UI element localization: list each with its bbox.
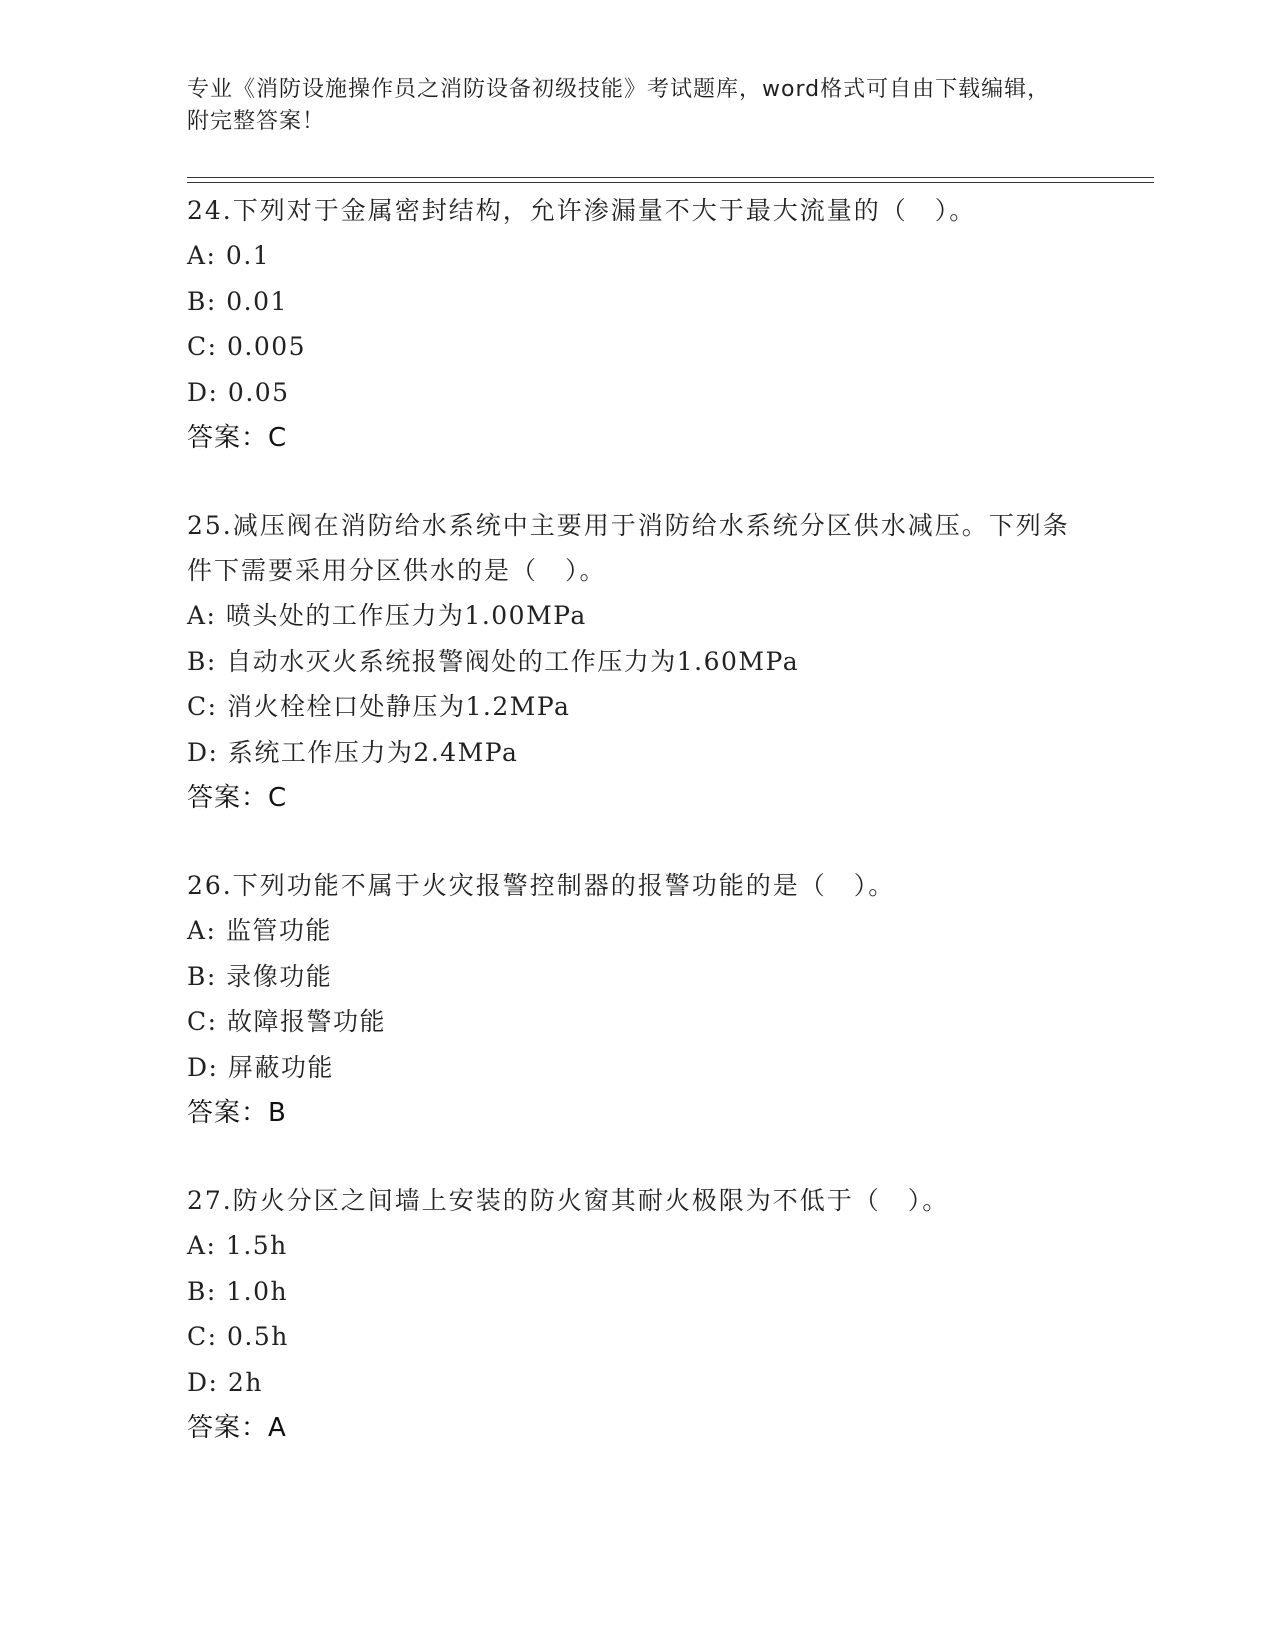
- header-divider-top: [187, 177, 1154, 178]
- option-b: B: 录像功能: [187, 961, 333, 991]
- header-divider-bottom: [187, 182, 1154, 183]
- option-c: C: 0.5h: [187, 1322, 289, 1351]
- question-stem: 24.下列对于金属密封结构，允许渗漏量不大于最大流量的（ ）。: [187, 196, 977, 225]
- option-b: B: 1.0h: [187, 1276, 289, 1306]
- document-header: 专业《消防设施操作员之消防设备初级技能》考试题库，word格式可自由下载编辑，附完整答案！: [187, 77, 1051, 134]
- question-spacer: [187, 461, 1087, 503]
- question-stem: 25.减压阀在消防给水系统中主要用于消防给水系统分区供水减压。下列条件下需要采用分区供水的是（ ）。: [187, 511, 1070, 585]
- question-spacer: [187, 821, 1087, 863]
- question-24: [187, 188, 1087, 461]
- option-d: D: 2h: [187, 1367, 263, 1397]
- option-c: C: 故障报警功能: [187, 1007, 386, 1036]
- question-spacer: [187, 1136, 1087, 1178]
- question-26: [187, 863, 1087, 1136]
- question-answer: 答案：A: [187, 1413, 287, 1443]
- question-answer: 答案：C: [187, 783, 288, 813]
- question-27: [187, 1178, 1087, 1451]
- option-b: B: 0.01: [187, 286, 288, 316]
- option-a: A: 喷头处的工作压力为1.00MPa: [187, 601, 587, 630]
- question-stem: 26.下列功能不属于火灾报警控制器的报警功能的是（ ）。: [187, 871, 896, 900]
- option-c: C: 消火栓栓口处静压为1.2MPa: [187, 692, 571, 721]
- question-list: [187, 188, 1087, 1451]
- question-25: [187, 503, 1087, 821]
- question-stem: 27.防火分区之间墙上安装的防火窗其耐火极限为不低于（ ）。: [187, 1186, 950, 1215]
- option-a: A: 1.5h: [187, 1231, 288, 1260]
- option-c: C: 0.005: [187, 332, 307, 361]
- question-answer: 答案：C: [187, 423, 288, 453]
- option-d: D: 系统工作压力为2.4MPa: [187, 737, 519, 767]
- option-b: B: 自动水灭火系统报警阀处的工作压力为1.60MPa: [187, 646, 800, 676]
- option-a: A: 0.1: [187, 241, 271, 270]
- option-d: D: 0.05: [187, 377, 290, 407]
- option-a: A: 监管功能: [187, 916, 332, 945]
- option-d: D: 屏蔽功能: [187, 1052, 334, 1082]
- question-answer: 答案：B: [187, 1098, 287, 1128]
